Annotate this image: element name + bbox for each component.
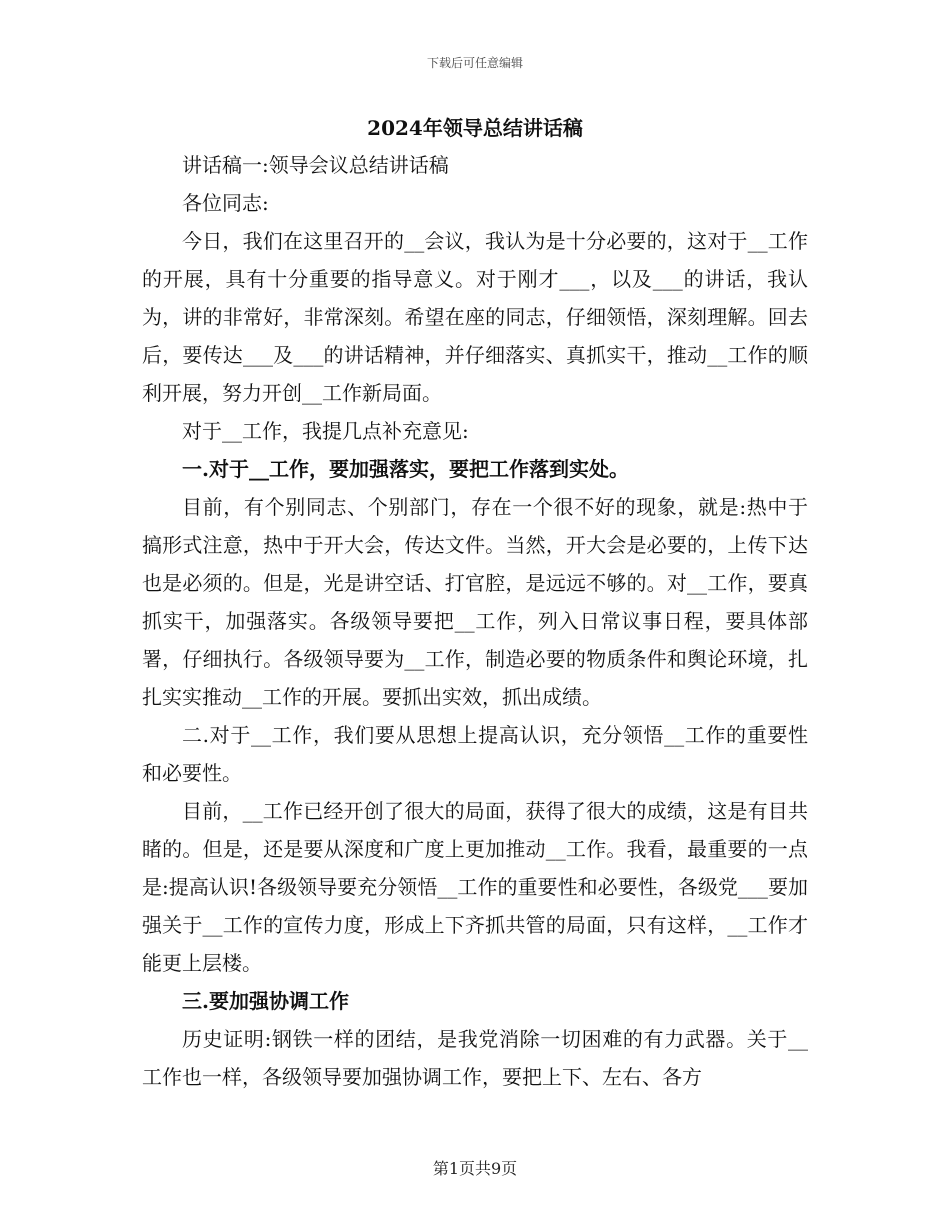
paragraph-salutation: 各位同志:	[182, 191, 269, 215]
section-heading-1: 一.对于__工作，要加强落实，要把工作落到实处。	[182, 457, 629, 481]
page-footer: 第1页共9页	[432, 1159, 518, 1178]
section-heading-3: 三.要加强协调工作	[182, 989, 349, 1013]
document-title: 2024年领导总结讲话稿	[367, 116, 583, 140]
section-heading-2: 二.对于__工作，我们要从思想上提高认识，充分领悟__工作的重要性和必要性。	[142, 723, 808, 785]
paragraph-section-3: 历史证明:钢铁一样的团结，是我党消除一切困难的有力武器。关于__工作也一样，各级领导要加强协调工作，要把上下、左右、各方	[142, 1027, 808, 1089]
paragraph-lead-in: 对于__工作，我提几点补充意见:	[182, 419, 469, 443]
paragraph-subtitle: 讲话稿一:领导会议总结讲话稿	[182, 153, 449, 177]
paragraph-intro: 今日，我们在这里召开的__会议，我认为是十分必要的，这对于__工作的开展，具有十分重要的指导意义。对于刚才___，以及___的讲话，我认为，讲的非常好，非常深刻。希望在座的同志，仔细领悟，深刻理解。回去后，要传达___及___的讲话精神，并仔细落实、真抓实干，推动__工作的顺利开展，努力开创__工作新局面。	[142, 229, 808, 405]
header-note: 下载后可任意编辑	[426, 56, 523, 70]
document-body	[142, 110, 808, 1096]
paragraph-section-2: 目前，__工作已经开创了很大的局面，获得了很大的成绩，这是有目共睹的。但是，还是要从深度和广度上更加推动__工作。我看，最重要的一点是:提高认识!各级领导要充分领悟__工作的重要性和必要性，各级党___要加强关于__工作的宣传力度，形成上下齐抓共管的局面，只有这样，__工作才能更上层楼。	[142, 799, 808, 975]
paragraph-section-1: 目前，有个别同志、个别部门，存在一个很不好的现象，就是:热中于搞形式注意，热中于开大会，传达文件。当然，开大会是必要的，上传下达也是必须的。但是，光是讲空话、打官腔，是远远不够的。对__工作，要真抓实干，加强落实。各级领导要把__工作，列入日常议事日程，要具体部署，仔细执行。各级领导要为__工作，制造必要的物质条件和舆论环境，扎扎实实推动__工作的开展。要抓出实效，抓出成绩。	[142, 495, 808, 709]
